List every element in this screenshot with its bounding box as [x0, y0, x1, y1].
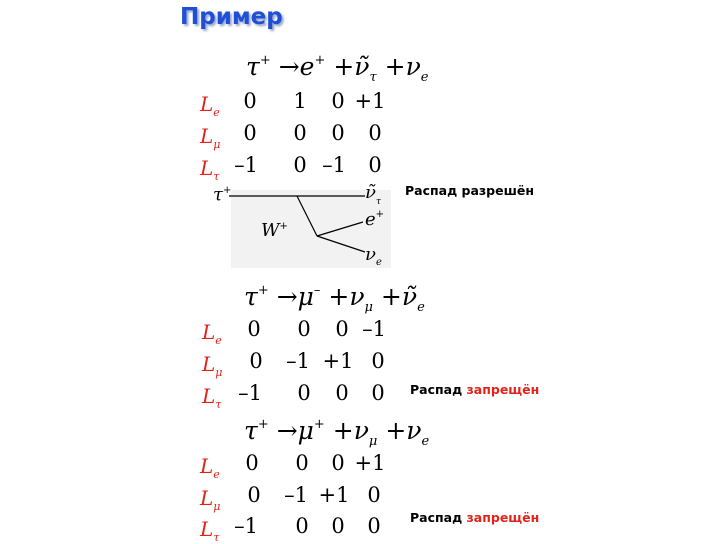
equation-2: $\tau^+ \to\mu^- +\nu_\mu$ $+\nũ_e$ [244, 282, 425, 315]
value-cell: 0 [295, 451, 309, 475]
value-cell: 0 [331, 451, 345, 475]
feynman-diagram [205, 178, 405, 268]
value-cell: 0 [331, 514, 345, 538]
page-title: Пример [180, 4, 283, 30]
value-cell: +1 [354, 89, 386, 113]
positron-label: e+ [365, 209, 385, 230]
value-cell: 0 [247, 483, 261, 507]
value-cell: 0 [297, 381, 311, 405]
tau-symbol: τ [246, 52, 260, 81]
antineutrino-tau-label: $\nũ_\tau$ [365, 182, 381, 207]
value-cell: 0 [295, 514, 309, 538]
value-cell: 0 [371, 381, 385, 405]
value-cell: 0 [367, 514, 381, 538]
decay-verdict-2: Распад запрещён [410, 382, 540, 397]
value-cell: 0 [245, 451, 259, 475]
value-cell: –1 [284, 483, 308, 507]
value-cell: 0 [247, 317, 261, 341]
value-cell: 0 [368, 121, 382, 145]
value-cell: 0 [249, 349, 263, 373]
value-cell: 0 [367, 483, 381, 507]
value-cell: 0 [293, 153, 307, 177]
value-cell: +1 [318, 483, 350, 507]
value-cell: 0 [243, 89, 257, 113]
value-cell: 0 [368, 153, 382, 177]
value-cell: 0 [335, 381, 349, 405]
value-cell: –1 [286, 349, 310, 373]
value-cell: 0 [243, 121, 257, 145]
value-cell: –1 [234, 153, 258, 177]
w-boson-label: W+ [261, 220, 288, 241]
value-cell: 0 [297, 317, 311, 341]
value-cell: 0 [371, 349, 385, 373]
equation-1: $\tau^+ \to e^+ +\nũ_\tau +\nu_e$ [246, 52, 429, 85]
value-cell: 0 [293, 121, 307, 145]
tau-label: τ+ [213, 184, 232, 205]
value-cell: –1 [234, 514, 258, 538]
value-cell: 1 [293, 89, 307, 113]
equation-3: $\tau^+ \to\mu^+ +\nu_\mu +\nu_e$ [244, 416, 430, 449]
decay-verdict-1: Распад разрешён [405, 183, 534, 198]
value-cell: 0 [331, 89, 345, 113]
value-cell: 0 [335, 317, 349, 341]
value-cell: 0 [331, 121, 345, 145]
neutrino-e-label: $\nu_e$ [365, 244, 382, 268]
value-cell: +1 [322, 349, 354, 373]
decay-verdict-3: Распад запрещён [410, 510, 540, 525]
value-cell: –1 [238, 381, 262, 405]
value-cell: +1 [354, 451, 386, 475]
value-cell: –1 [322, 153, 346, 177]
value-cell: –1 [362, 317, 386, 341]
arrow: → [278, 52, 300, 81]
